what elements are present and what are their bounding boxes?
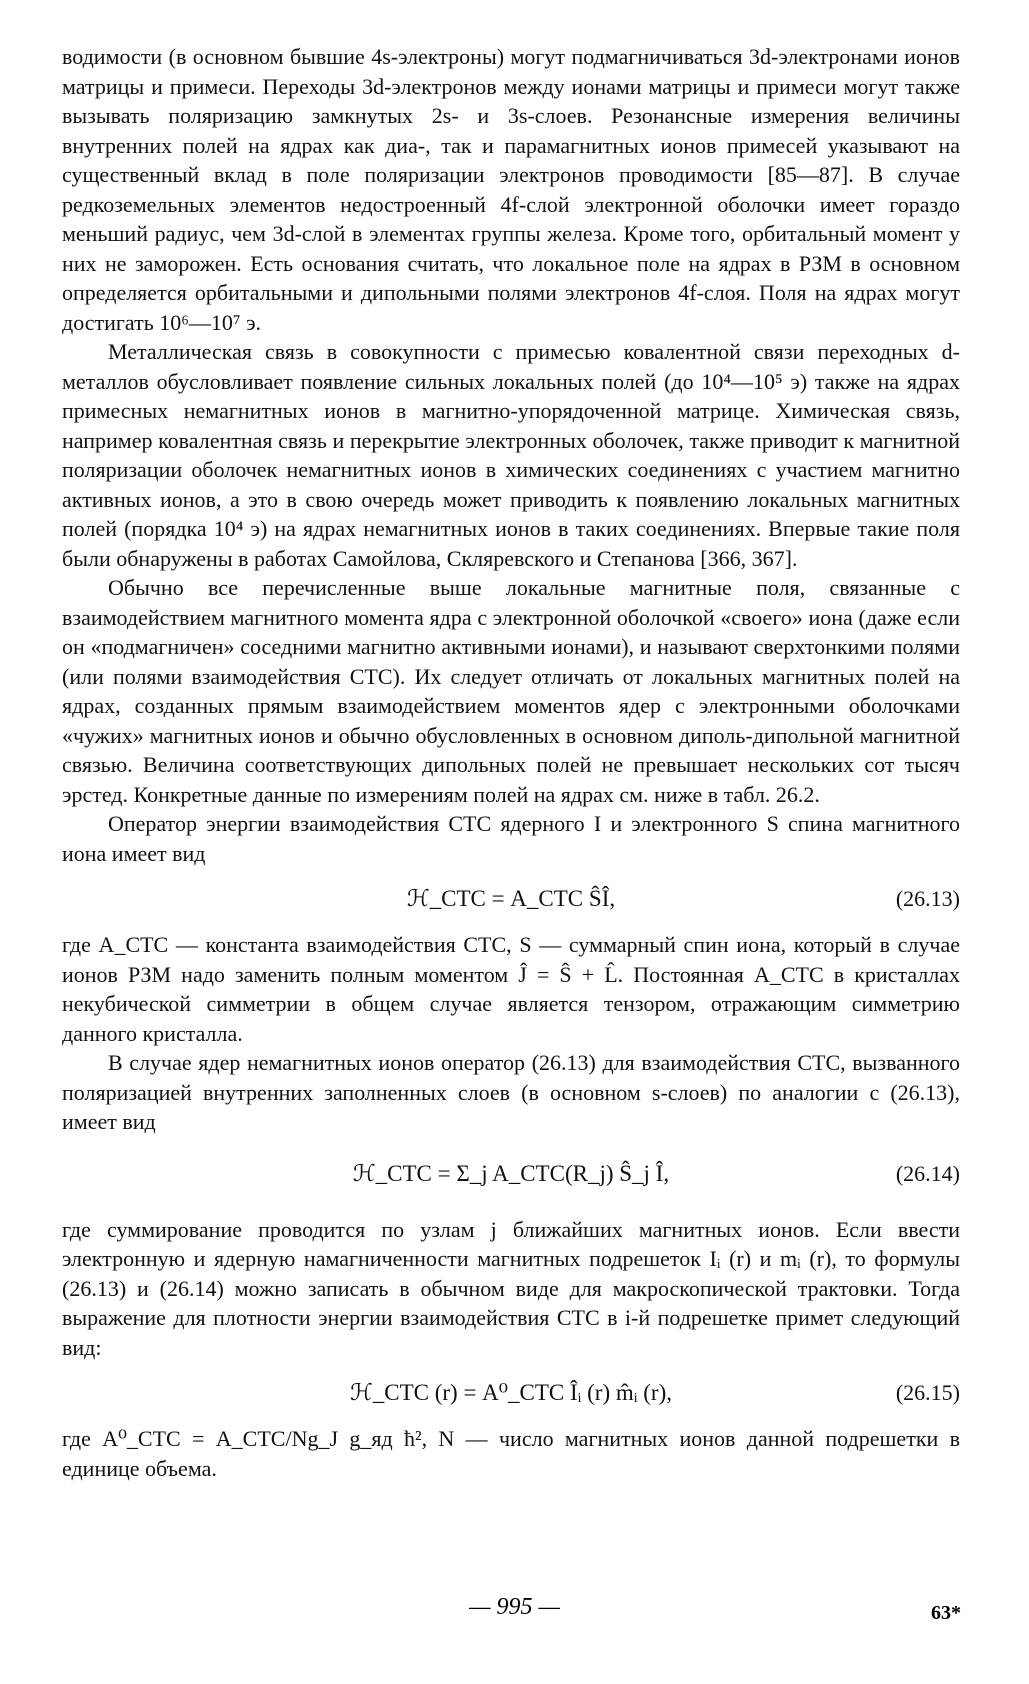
equation-number: (26.15) [895, 1380, 960, 1405]
equation-26-15 [62, 1370, 960, 1418]
equation-number: (26.13) [895, 886, 960, 911]
page-number: — 995 — [469, 1594, 560, 1620]
paragraph-2: Металлическая связь в совокупности с примесью ковалентной связи переходных d-металлов обусловливает появление сильных локальных полей (до 10⁴—10⁵ э) также на ядрах примесных немагнитных ионов в магнитно-упорядоченной матрице. Химическая связь, например ковалентная связь и перекрытие электронных оболочек, также приводит к магнитной поляризации оболочек немагнитных ионов в химических соединениях с участием магнитно активных ионов, а это в свою очередь может приводить к появлению локальных магнитных полей (порядка 10⁴ э) на ядрах немагнитных ионов в таких соединениях. Впервые такие поля были обнаружены в работах Самойлова, Скляревского и Степанова [366, 367]. [62, 339, 960, 571]
equation-number: (26.14) [895, 1160, 960, 1186]
paragraph-4: Оператор энергии взаимодействия СТС ядерного I и электронного S спина магнитного иона имеет вид [62, 811, 960, 866]
paragraph-1: водимости (в основном бывшие 4s-электроны) могут подмагничиваться 3d-электронами ионов матрицы и примеси. Переходы 3d-электронов между ионами матрицы и примеси могут также вызывать поляризацию замкнутых 2s- и 3s-слоев. Резонансные измерения величины внутренних полей на ядрах как диа-, так и парамагнитных ионов примесей указывают на существенный вклад в поле поляризации электронов проводимости [85—87]. В случае редкоземельных элементов недостроенный 4f-слой электронной оболочки имеет гораздо меньший радиус, чем 3d-слой в элементах группы железа. Кроме того, орбитальный момент у них не заморожен. Есть основания считать, что локальное поле на ядрах в РЗМ в основном определяется орбитальными и дипольными полями электронов 4f-слоя. Поля на ядрах могут достигать 10⁶—10⁷ э. [62, 44, 960, 335]
equation-26-14 [62, 1145, 960, 1209]
paragraph-6: В случае ядер немагнитных ионов оператор (26.13) для взаимодействия СТС, вызванного поляризацией внутренних заполненных слоев (в основном s-слоев) по аналогии с (26.13), имеет вид [62, 1050, 960, 1134]
equation-formula: ℋ_СТС = Σ_j A_СТС(R_j) Ŝ_j Î, [352, 1160, 670, 1186]
document-body [62, 42, 960, 1483]
paragraph-8: где A⁰_СТС = A_СТС/Ng_J g_яд ħ², N — число магнитных ионов данной подрешетки в единице объема. [62, 1426, 960, 1481]
equation-formula: ℋ_СТС (r) = A⁰_СТС Îᵢ (r) m̂ᵢ (r), [350, 1380, 672, 1405]
paragraph-3: Обычно все перечисленные выше локальные магнитные поля, связанные с взаимодействием магнитного момента ядра с электронной оболочкой «своего» иона (даже если он «подмагничен» соседними магнитно активными ионами), и называют сверхтонкими полями (или полями взаимодействия СТС). Их следует отличать от локальных магнитных полей на ядрах, созданных прямым взаимодействием моментов ядер с электронными оболочками «чужих» магнитных ионов и обычно обусловленных в основном диполь-дипольной магнитной связью. Величина соответствующих дипольных полей не превышает нескольких сот тысяч эрстед. Конкретные данные по измерениям полей на ядрах см. ниже в табл. 26.2. [62, 575, 960, 807]
page-footer [0, 1594, 1029, 1634]
paragraph-5: где A_СТС — константа взаимодействия СТС, S — суммарный спин иона, который в случае ионов РЗМ надо заменить полным моментом Ĵ = Ŝ + L̂. Постоянная A_СТС в кристаллах некубической симметрии в общем случае является тензором, отражающим симметрию данного кристалла. [62, 932, 960, 1046]
paragraph-7: где суммирование проводится по узлам j ближайших магнитных ионов. Если ввести электронную и ядерную намагниченности магнитных подрешеток Iᵢ (r) и mᵢ (r), то формулы (26.13) и (26.14) можно записать в обычном виде для макроскопической трактовки. Тогда выражение для плотности энергии взаимодействия СТС в i-й подрешетке примет следующий вид: [62, 1216, 960, 1360]
equation-26-13 [62, 876, 960, 924]
equation-formula: ℋ_СТС = A_СТС ŜÎ, [406, 886, 616, 911]
signature-mark: 63* [931, 1602, 961, 1624]
